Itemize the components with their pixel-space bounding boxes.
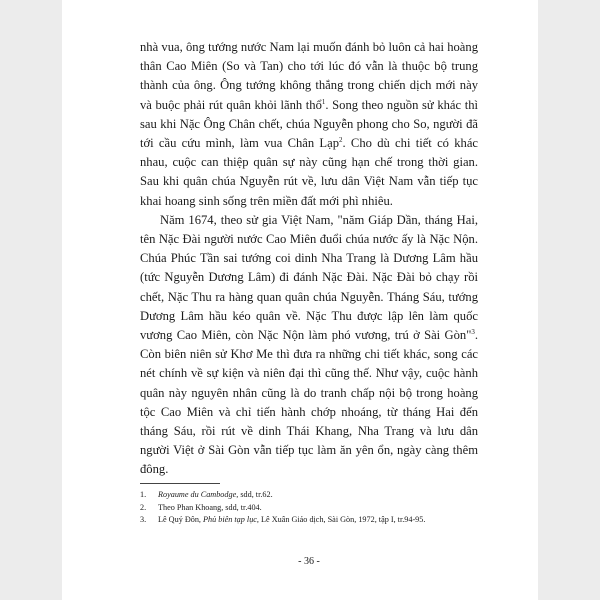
footnote-text-run: , Lê Xuân Giáo dịch, Sài Gòn, 1972, tập I, tr.94-95. <box>256 515 426 525</box>
footnote-text <box>158 514 425 527</box>
footnote-ref: 1 <box>321 97 326 106</box>
paragraph <box>140 211 478 480</box>
footnote <box>140 502 478 515</box>
footnote-title: Royaume du Cambodge <box>158 490 237 499</box>
body-text <box>140 38 478 480</box>
footnote-text <box>158 502 262 515</box>
footnote-ref: 2 <box>339 136 343 145</box>
footnote-number: 3. <box>140 515 147 525</box>
text-run: . Song theo nguồn sử khác thì sau khi Nặc Ông Chân chết, chúa Nguyễn phong cho So, người đã tới cầu cứu mình, làm vua Chân Lạp <box>140 97 478 151</box>
text-run: nhà vua, ông tướng nước Nam lại muốn đánh bỏ luôn cả hai hoàng thân Cao Miên (So và Tan) cho tới lúc đó vẫn là thuộc bộ trung thành của ông. Ông tướng không thắng trong chiến dịch mới này và buộc phải rút quân khỏi lãnh thổ <box>140 40 478 112</box>
book-page <box>62 0 538 600</box>
footnote-text-run: Lê Quý Đôn, <box>158 515 204 525</box>
footnote-text-run: Theo Phan Khoang, sdd, tr.404. <box>158 502 262 512</box>
footnote <box>140 514 478 527</box>
footnotes <box>140 489 478 527</box>
page-number: - 36 - <box>298 556 320 567</box>
footnote-text-run: , sdd, tr.62. <box>236 490 273 499</box>
footnote-separator <box>140 483 220 484</box>
footnote-ref: 3 <box>471 328 475 337</box>
text-run: . Cho dù chi tiết có khác nhau, cuộc can thiệp quân sự này cũng hạn chế trong thời gian. Sau khi quân chúa Nguyễn rút về, lưu dân Việt Nam vẫn tiếp tục khai hoang sinh sống trên miền đất mới phì nhiêu. <box>140 136 479 208</box>
footnote <box>140 489 478 502</box>
text-run: Năm 1674, theo sử gia Việt Nam, "năm Giáp Dần, tháng Hai, tên Nặc Đài người nước Cao Miên đuổi chúa nước ấy là Nặc Nộn. Chúa Phúc Tần sai tướng coi dinh Nha Trang là Dương Lâm hầu (tức Nguyễn Dương Lâm) đi đánh Nặc Đài. Nặc Đài bỏ chạy rồi chết, Nặc Thu ra hàng quan quân chúa Nguyễn. Tháng Sáu, tướng Dương Lâm hầu kéo quân về. Nặc Thu được lập lên làm quốc vương Cao Miên, còn Nặc Nộn làm phó vương, trú ở Sài Gòn" <box>140 212 478 343</box>
footnote-number: 1. <box>140 490 147 499</box>
footnote-number: 2. <box>140 502 147 512</box>
footnote-text <box>158 489 273 502</box>
text-run: . Còn biên niên sử Khơ Me thì đưa ra những chi tiết khác, song các nét chính về sự kiện và niên đại thì cũng thế. Như vậy, cuộc hành quân này nguyên nhân cũng là do tranh chấp nội bộ trong hoàng tộc Cao Miên và chỉ tiến hành chớp nhoáng, từ tháng Hai đến tháng Sáu, rồi rút về dinh Thái Khang, Nha Trang và lưu dân người Việt ở Sài Gòn vẫn tiếp tục làm ăn yên ổn, ngày càng thêm đông. <box>140 328 478 477</box>
paragraph <box>140 38 478 211</box>
footnote-title: Phủ biên tạp lục <box>203 515 257 525</box>
